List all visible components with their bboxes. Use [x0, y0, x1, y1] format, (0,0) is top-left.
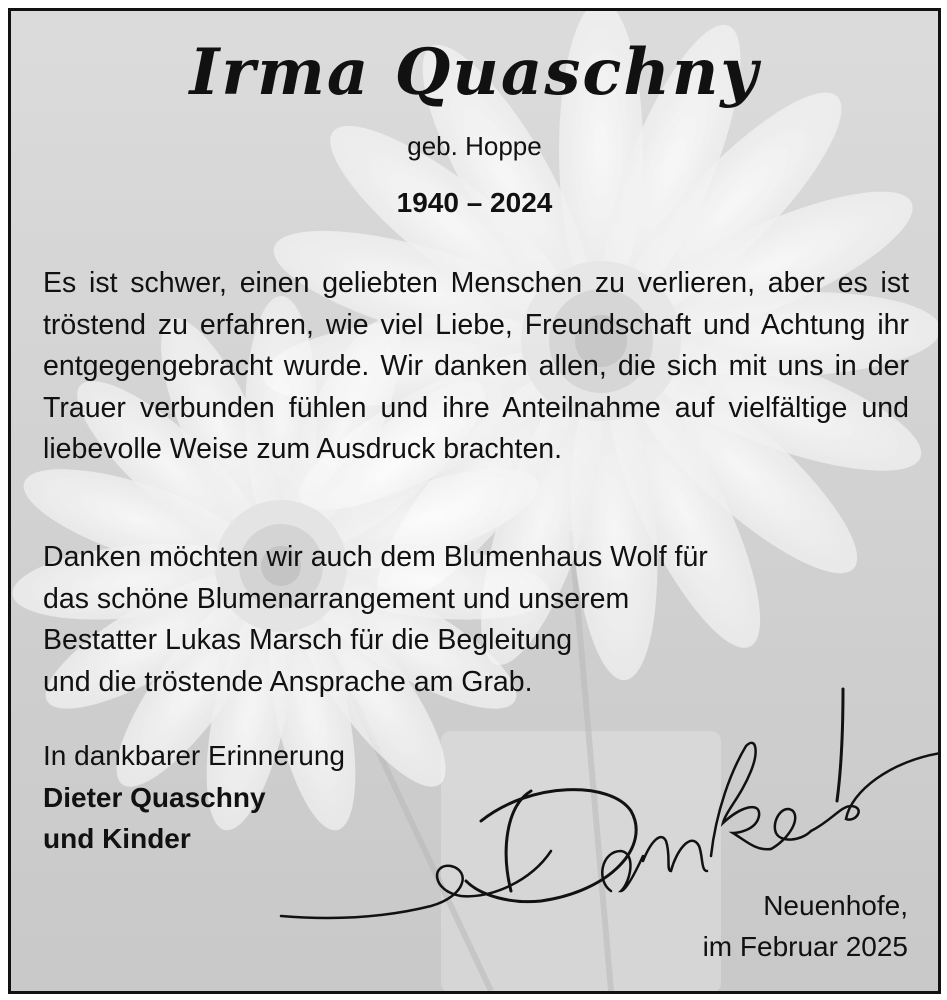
acknowledgement-paragraph: Danken möchten wir auch dem Blumenhaus Wolf für das schöne Blumenarrangement und unserem Bestatter Lukas Marsch für die Begleitung und die tröstende Ansprache am Grab. — [43, 541, 708, 698]
place-date-block — [703, 885, 908, 967]
place: Neuenhofe, — [763, 890, 908, 921]
signature-family: und Kinder — [43, 823, 191, 854]
signature-block — [43, 735, 345, 860]
obituary-card — [8, 8, 941, 994]
signature-intro: In dankbarer Erinnerung — [43, 740, 345, 771]
thanks-paragraph: Es ist schwer, einen geliebten Menschen zu verlieren, aber es ist tröstend zu erfahren, wie viel Liebe, Freundschaft und Achtung ihr entgegengebracht wurde. Wir danken allen, die sich mit uns in der Trauer verbunden fühlen und ihre Anteilnahme auf vielfältige und liebevolle Weise zum Ausdruck brachten. — [43, 267, 909, 465]
life-years: 1940 – 2024 — [396, 187, 553, 218]
date: im Februar 2025 — [702, 931, 908, 962]
born-name: geb. Hoppe — [407, 131, 542, 161]
signature-name: Dieter Quaschny — [43, 781, 266, 813]
deceased-name: Irma Quaschny — [189, 35, 760, 110]
